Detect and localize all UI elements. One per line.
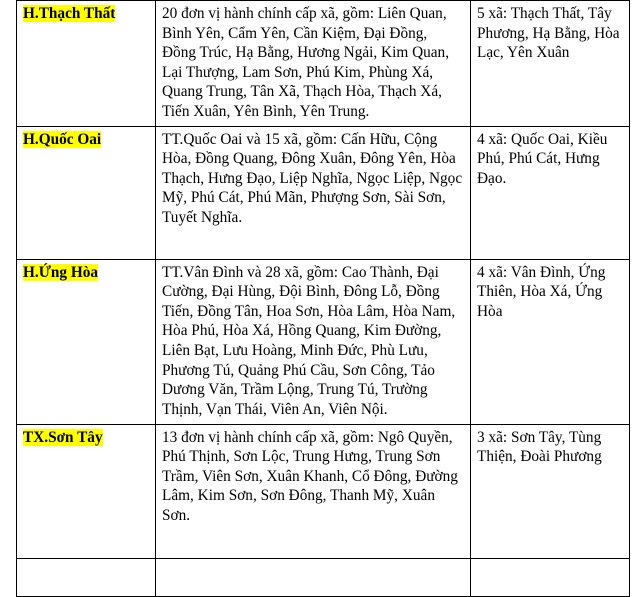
after-cell: 4 xã: Vân Đình, Ứng Thiên, Hòa Xá, Ứng Hòa (471, 259, 630, 424)
before-cell: TT.Quốc Oai và 15 xã, gồm: Cấn Hữu, Cộng Hòa, Đồng Quang, Đông Xuân, Đông Yên, Hòa Thạch, Hưng Đạo, Liệp Nghĩa, Ngọc Liệp, Ngọc Mỹ, Phú Cát, Phú Mãn, Phượng Sơn, Sài Sơn, Tuyết Nghĩa. (156, 126, 471, 259)
after-cell: 3 xã: Sơn Tây, Tùng Thiện, Đoài Phương (471, 424, 630, 558)
before-cell: 13 đơn vị hành chính cấp xã, gồm: Ngô Quyền, Phú Thịnh, Sơn Lộc, Trung Hưng, Trung Sơn Trầm, Viên Sơn, Xuân Khanh, Cổ Đông, Đường Lâm, Kim Sơn, Sơn Đông, Thanh Mỹ, Xuân Sơn. (156, 424, 471, 558)
table-row (17, 126, 630, 259)
table-row (17, 424, 630, 558)
unit-name: H.Quốc Oai (23, 130, 102, 148)
unit-cell (17, 126, 156, 259)
unit-cell (17, 1, 156, 127)
unit-cell (17, 558, 156, 596)
table-row (17, 259, 630, 424)
before-cell: TT.Vân Đình và 28 xã, gồm: Cao Thành, Đại Cường, Đại Hùng, Đội Bình, Đông Lỗ, Đồng Tiến, Đồng Tân, Hoa Sơn, Hòa Lâm, Hòa Nam, Hòa Phú, Hòa Xá, Hồng Quang, Kim Đường, Liên Bạt, Lưu Hoàng, Minh Đức, Phù Lưu, Phương Tú, Quảng Phú Cầu, Sơn Công, Tảo Dương Văn, Trầm Lộng, Trung Tú, Trường Thịnh, Vạn Thái, Viên An, Viên Nội. (156, 259, 471, 424)
administrative-units-table (16, 0, 630, 597)
after-cell: 4 xã: Quốc Oai, Kiều Phú, Phú Cát, Hưng Đạo. (471, 126, 630, 259)
after-cell: 5 xã: Thạch Thất, Tây Phương, Hạ Bằng, Hòa Lạc, Yên Xuân (471, 1, 630, 127)
unit-name: H.Thạch Thất (23, 5, 116, 22)
unit-name: TX.Sơn Tây (23, 428, 103, 446)
table-row (17, 1, 630, 127)
after-cell (471, 558, 630, 596)
unit-name: H.Ứng Hòa (23, 263, 99, 281)
unit-cell (17, 424, 156, 558)
unit-cell (17, 259, 156, 424)
before-cell: 20 đơn vị hành chính cấp xã, gồm: Liên Quan, Bình Yên, Cẩm Yên, Cần Kiệm, Đại Đồng, Đồng Trúc, Hạ Bằng, Hương Ngải, Kim Quan, Lại Thượng, Lam Sơn, Phú Kim, Phùng Xá, Quang Trung, Tân Xã, Thạch Hòa, Thạch Xá, Tiến Xuân, Yên Bình, Yên Trung. (156, 1, 471, 127)
table-row-partial (17, 558, 630, 596)
before-cell (156, 558, 471, 596)
